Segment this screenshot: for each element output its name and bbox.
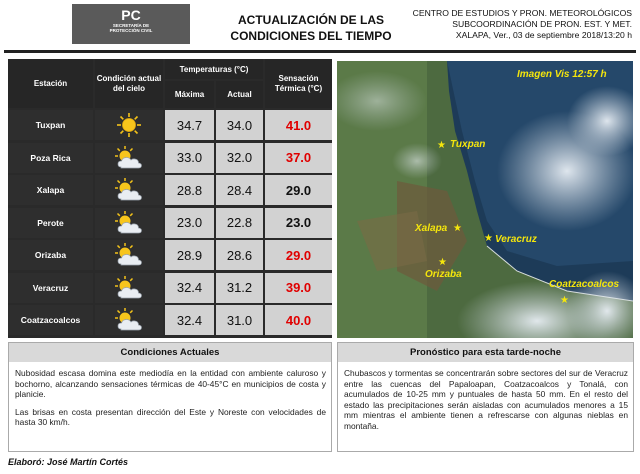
sun-cloud-icon	[95, 208, 163, 238]
max-temp: 34.7	[165, 110, 214, 140]
title-line2: CONDICIONES DEL TIEMPO	[230, 29, 392, 43]
station-name: Perote	[8, 208, 93, 238]
image-label: Imagen Vis 12:57 h	[517, 69, 607, 80]
col-header-actual: Actual	[216, 81, 263, 108]
header-sub: SUBCOORDINACIÓN DE PRON. EST. Y MET.	[452, 19, 632, 29]
col-header-sensacion: Sensación Térmica (°C)	[265, 59, 332, 108]
col-header-maxima: Máxima	[165, 81, 214, 108]
col-header-condicion: Condición actual del cielo	[95, 59, 163, 108]
title-line1: ACTUALIZACIÓN DE LAS	[238, 13, 384, 27]
table-row	[8, 208, 332, 238]
condiciones-panel	[8, 342, 332, 452]
header-date: XALAPA, Ver., 03 de septiembre 2018/13:20 h	[455, 30, 632, 40]
satellite-map	[337, 61, 633, 338]
header-info	[413, 8, 632, 41]
sun-cloud-icon	[95, 273, 163, 303]
station-name: Veracruz	[8, 273, 93, 303]
header-center: CENTRO DE ESTUDIOS Y PRON. METEOROLÓGICOS	[412, 8, 632, 18]
max-temp: 28.8	[165, 175, 214, 205]
condiciones-p2: Las brisas en costa presentan dirección del Este y Noreste con velocidades de hasta 30 km/h.	[15, 406, 326, 427]
sun-cloud-icon	[95, 175, 163, 205]
actual-temp: 34.0	[216, 110, 263, 140]
actual-temp: 22.8	[216, 208, 263, 238]
table-row	[8, 305, 332, 335]
col-header-estacion: Estación	[8, 59, 93, 108]
star-icon: ★	[437, 140, 446, 151]
place-orizaba: Orizaba	[425, 269, 462, 280]
max-temp: 23.0	[165, 208, 214, 238]
place-tuxpan: Tuxpan	[450, 139, 486, 150]
sensation-temp: 40.0	[265, 305, 332, 335]
actual-temp: 31.0	[216, 305, 263, 335]
elaboro: Elaboró: José Martín Cortés	[8, 457, 129, 467]
actual-temp: 28.4	[216, 175, 263, 205]
star-icon: ★	[484, 233, 493, 244]
condiciones-p1: Nubosidad escasa domina este mediodía en la entidad con ambiente caluroso y bochorno, alcanzando sensaciones térmicas de 40-45°C en municipios de costa y planicie.	[15, 368, 326, 399]
table-row	[8, 240, 332, 270]
star-icon: ★	[453, 223, 462, 234]
station-name: Coatzacoalcos	[8, 305, 93, 335]
star-icon: ★	[560, 295, 569, 306]
pronostico-panel	[337, 342, 634, 452]
header-divider	[4, 50, 636, 53]
satellite-image	[337, 61, 633, 338]
max-temp: 28.9	[165, 240, 214, 270]
table-row	[8, 175, 332, 205]
col-header-temperaturas: Temperaturas (°C)	[165, 59, 263, 79]
place-coatzacoalcos: Coatzacoalcos	[549, 279, 620, 290]
station-name: Tuxpan	[8, 110, 93, 140]
sensation-temp: 39.0	[265, 273, 332, 303]
weather-table	[8, 59, 332, 338]
actual-temp: 32.0	[216, 143, 263, 173]
max-temp: 32.4	[165, 305, 214, 335]
logo-line2: PROTECCIÓN CIVIL	[109, 28, 153, 33]
table-row	[8, 273, 332, 303]
place-veracruz: Veracruz	[495, 234, 537, 245]
sensation-temp: 23.0	[265, 208, 332, 238]
sensation-temp: 29.0	[265, 240, 332, 270]
condiciones-title: Condiciones Actuales	[9, 343, 331, 362]
logo-line1: SECRETARÍA DE	[112, 23, 150, 28]
pronostico-text: Chubascos y tormentas se concentrarán sobre sectores del sur de Veracruz entre las cuencas del Papaloapan, Coatzacoalcos y Tonalá, con acumulados de 10-25 mm y puntuales de hasta 50 mm. En el resto del estado las precipitaciones serán aisladas con acumulados menores a 15 mm mientras el ambiente tienen a refrescarse con algunas nieblas en montaña.	[344, 368, 628, 431]
sun-cloud-icon	[95, 143, 163, 173]
actual-temp: 31.2	[216, 273, 263, 303]
station-name: Xalapa	[8, 175, 93, 205]
sun-cloud-icon	[95, 240, 163, 270]
place-xalapa: Xalapa	[415, 223, 448, 234]
station-name: Orizaba	[8, 240, 93, 270]
max-temp: 32.4	[165, 273, 214, 303]
actual-temp: 28.6	[216, 240, 263, 270]
logo-abbr: PC	[121, 7, 141, 23]
pc-logo	[72, 4, 190, 44]
max-temp: 33.0	[165, 143, 214, 173]
sun-icon	[95, 110, 163, 140]
sensation-temp: 29.0	[265, 175, 332, 205]
sun-cloud-icon	[95, 305, 163, 335]
pronostico-title: Pronóstico para esta tarde-noche	[338, 343, 633, 362]
page-title	[226, 12, 396, 44]
star-icon: ★	[438, 257, 447, 268]
sensation-temp: 37.0	[265, 143, 332, 173]
station-name: Poza Rica	[8, 143, 93, 173]
sensation-temp: 41.0	[265, 110, 332, 140]
table-row	[8, 110, 332, 140]
table-row	[8, 143, 332, 173]
